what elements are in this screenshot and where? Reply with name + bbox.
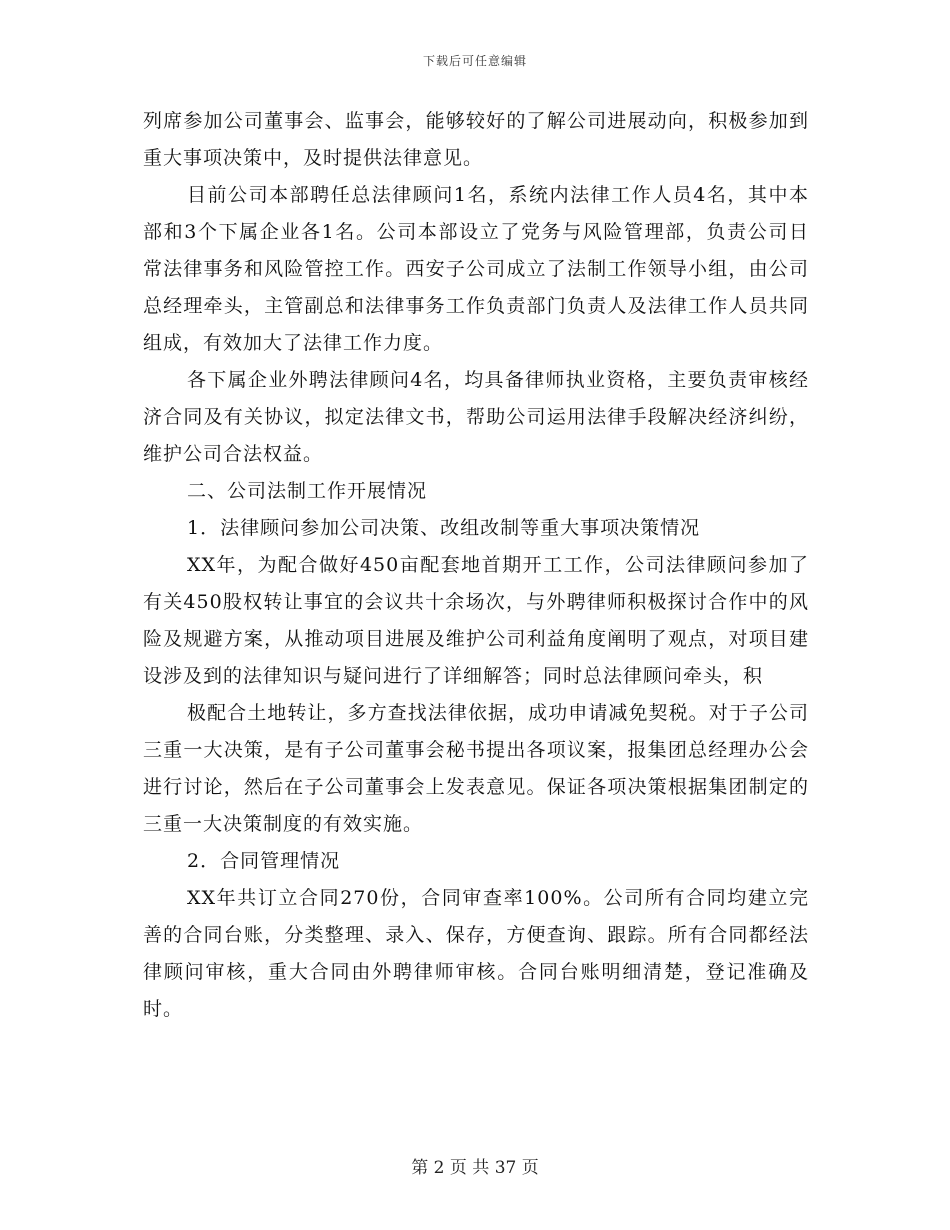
page-label-prefix: 第 <box>411 1158 429 1178</box>
paragraph: 极配合土地转让，多方查找法律依据，成功申请减免契税。对于子公司三重一大决策，是有子公司董事会秘书提出各项议案，报集团总经理办公会进行讨论，然后在子公司董事会上发表意见。保证各项决策根据集团制定的三重一大决策制度的有效实施。 <box>143 702 809 835</box>
page-header-note: 下载后可任意编辑 <box>422 54 527 68</box>
paragraph: 目前公司本部聘任总法律顾问1名，系统内法律工作人员4名，其中本部和3个下属企业各1名。公司本部设立了党务与风险管理部，负责公司日常法律事务和风险管控工作。西安子公司成立了法制工作领导小组，由公司总经理牵头，主管副总和法律事务工作负责部门负责人及法律工作人员共同组成，有效加大了法律工作力度。 <box>143 184 809 354</box>
paragraph: XX年，为配合做好450亩配套地首期开工工作，公司法律顾问参加了有关450股权转让事宜的会议共十余场次，与外聘律师积极探讨合作中的风险及规避方案，从推动项目进展及维护公司利益角度阐明了观点，对项目建设涉及到的法律知识与疑问进行了详细解答；同时总法律顾问牵头，积 <box>143 554 809 687</box>
section-heading: 二、公司法制工作开展情况 <box>187 480 428 502</box>
current-page-number: 2 <box>433 1158 445 1178</box>
page-footer <box>0 1153 950 1178</box>
page-label-suffix: 页 <box>521 1158 539 1178</box>
page-label-mid: 页 共 <box>449 1158 490 1178</box>
paragraph: XX年共订立合同270份，合同审查率100%。公司所有合同均建立完善的合同台账，分类整理、录入、保存，方便查询、跟踪。所有合同都经法律顾问审核，重大合同由外聘律师审核。合同台账明细清楚，登记准确及时。 <box>143 887 809 1020</box>
subsection-heading: 1．法律顾问参加公司决策、改组改制等重大事项决策情况 <box>187 517 701 539</box>
paragraph: 各下属企业外聘法律顾问4名，均具备律师执业资格，主要负责审核经济合同及有关协议，拟定法律文书，帮助公司运用法律手段解决经济纠纷，维护公司合法权益。 <box>143 369 809 465</box>
subsection-heading: 2．合同管理情况 <box>187 850 341 872</box>
document-body <box>143 103 809 1028</box>
paragraph: 列席参加公司董事会、监事会，能够较好的了解公司进展动向，积极参加到重大事项决策中，及时提供法律意见。 <box>143 110 809 169</box>
total-page-count: 37 <box>494 1158 517 1178</box>
